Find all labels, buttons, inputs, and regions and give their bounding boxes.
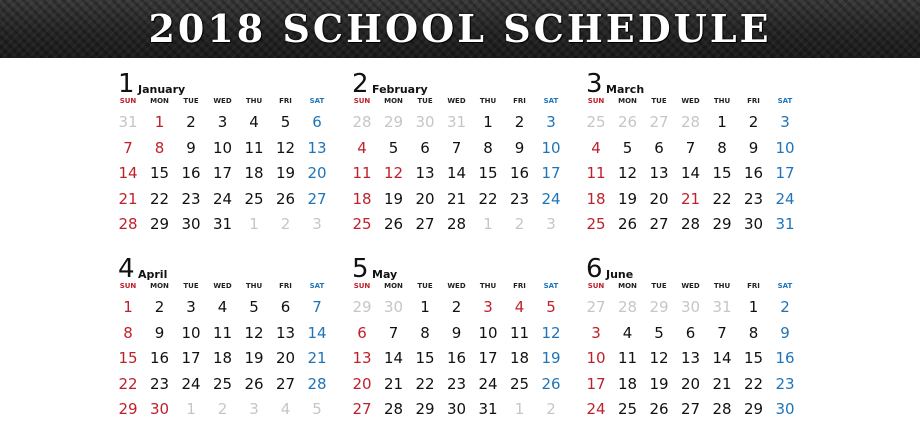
day-cell: 18 [586,189,606,208]
month-name: April [138,268,168,281]
day-cell: 14 [680,164,701,182]
weekday-label: TUE [183,282,199,290]
day-cell: 2 [514,113,525,131]
day-cell: 2 [217,400,228,418]
day-cell: 10 [775,138,795,157]
day-cell: 20 [352,374,372,393]
day-cell: 9 [514,138,525,157]
month-name: February [372,83,428,96]
weekday-header [586,97,804,109]
day-cell: 11 [586,164,606,182]
day-cell: 13 [307,138,327,157]
day-cell: 28 [617,298,638,316]
day-cell: 27 [352,400,372,418]
day-cell: 24 [775,189,795,208]
day-cell: 2 [780,298,790,316]
day-cell: 17 [586,374,606,393]
day-cell: 2 [748,113,759,131]
weekday-label: WED [213,97,232,105]
day-cell: 25 [212,374,233,393]
day-cell: 1 [420,298,430,316]
day-cell: 6 [312,113,322,131]
weekday-label: FRI [747,282,760,290]
page-title: 2018 SCHOOL SCHEDULE [148,6,772,51]
day-cell: 9 [780,323,790,342]
day-cell: 30 [743,215,764,233]
weekday-label: THU [479,97,497,105]
day-cell: 14 [712,349,732,367]
day-cell: 23 [743,189,764,208]
weekday-label: SAT [543,282,559,290]
day-cell: 29 [649,298,669,316]
day-cell: 22 [118,374,138,393]
day-cell: 28 [352,113,372,131]
month-june [586,254,804,428]
day-cell: 5 [312,400,322,418]
day-cell: 23 [775,374,795,393]
day-cell: 2 [514,215,525,233]
day-cell: 21 [680,189,701,208]
weekday-label: SUN [353,282,371,290]
day-cell: 15 [478,164,498,182]
day-cell: 31 [212,215,233,233]
day-cell: 25 [586,215,606,233]
day-cell: 16 [446,349,467,367]
day-cell: 18 [617,374,638,393]
day-cell: 4 [514,298,525,316]
month-number: 2 [352,69,369,99]
weekday-label: WED [447,97,466,105]
day-cell: 14 [118,164,138,182]
day-cell: 27 [275,374,296,393]
day-cell: 15 [712,164,732,182]
day-cell: 2 [186,113,196,131]
day-cell: 22 [743,374,764,393]
day-cell: 11 [244,138,264,157]
weekday-header [118,282,336,294]
day-cell: 29 [118,400,138,418]
day-cell: 20 [415,189,435,208]
weekday-label: SAT [777,97,793,105]
day-cell: 8 [717,138,727,157]
weekday-label: SUN [587,97,605,105]
day-cell: 5 [622,138,633,157]
day-cell: 12 [541,323,561,342]
day-cell: 6 [280,298,291,316]
day-cell: 15 [149,164,170,182]
day-cell: 18 [352,189,372,208]
month-name: May [372,268,398,281]
day-cell: 15 [415,349,435,367]
weekday-label: WED [213,282,232,290]
day-cell: 29 [383,113,404,131]
weekday-label: SAT [543,97,559,105]
day-cell: 5 [280,113,291,131]
day-cell: 10 [478,323,498,342]
day-cell: 31 [775,215,795,233]
month-number: 1 [118,69,135,99]
weekday-label: TUE [183,97,199,105]
day-cell: 21 [383,374,404,393]
day-cell: 6 [357,323,367,342]
day-cell: 11 [352,164,372,182]
day-cell: 1 [748,298,759,316]
day-cell: 3 [483,298,493,316]
day-cell: 22 [149,189,170,208]
day-cell: 4 [217,298,228,316]
month-name: March [606,83,645,96]
day-cell: 2 [546,400,556,418]
month-number: 4 [118,254,135,284]
day-cell: 7 [451,138,462,157]
day-cell: 11 [212,323,233,342]
month-number: 6 [586,254,603,284]
day-cell: 10 [586,349,606,367]
day-cell: 16 [181,164,201,182]
day-cell: 22 [478,189,498,208]
weekday-label: THU [479,282,497,290]
day-cell: 27 [649,215,669,233]
day-cell: 4 [249,113,259,131]
weekday-label: SAT [309,97,325,105]
day-cell: 28 [383,400,404,418]
day-cell: 26 [541,374,561,393]
weekday-label: WED [681,97,700,105]
day-cell: 12 [383,164,404,182]
day-cell: 23 [181,189,201,208]
day-cell: 2 [154,298,165,316]
day-cell: 9 [186,138,196,157]
month-name: June [606,268,634,281]
weekday-label: MON [384,282,403,290]
day-cell: 1 [186,400,196,418]
day-cell: 17 [775,164,795,182]
day-cell: 3 [546,215,556,233]
day-cell: 26 [617,113,638,131]
day-grid [586,109,804,239]
weekday-header [586,282,804,294]
day-cell: 17 [478,349,498,367]
day-cell: 12 [244,323,264,342]
day-cell: 23 [446,374,467,393]
day-cell: 31 [446,113,467,131]
day-cell: 30 [775,400,795,418]
day-grid [586,294,804,424]
day-cell: 27 [649,113,669,131]
weekday-label: MON [618,282,637,290]
day-cell: 11 [509,323,530,342]
weekday-label: THU [245,282,263,290]
day-cell: 7 [685,138,696,157]
day-cell: 28 [446,215,467,233]
month-april [118,254,336,428]
month-january [118,69,336,243]
day-cell: 30 [680,298,701,316]
day-cell: 18 [244,164,264,182]
day-cell: 22 [415,374,435,393]
day-cell: 17 [212,164,233,182]
day-cell: 19 [383,189,404,208]
month-name: January [138,83,186,96]
day-cell: 11 [617,349,638,367]
day-cell: 29 [415,400,435,418]
day-cell: 30 [415,113,435,131]
weekday-label: SUN [353,97,371,105]
month-march [586,69,804,243]
day-cell: 3 [249,400,259,418]
day-cell: 4 [622,323,633,342]
day-cell: 3 [546,113,556,131]
weekday-label: SUN [119,97,137,105]
day-cell: 25 [586,113,606,131]
weekday-label: WED [681,282,700,290]
day-cell: 8 [154,138,165,157]
day-cell: 24 [212,189,233,208]
weekday-header [118,97,336,109]
day-cell: 29 [149,215,170,233]
day-cell: 8 [420,323,430,342]
day-cell: 21 [446,189,467,208]
day-cell: 26 [244,374,264,393]
day-grid [118,294,336,424]
day-cell: 19 [275,164,296,182]
day-cell: 3 [591,323,601,342]
day-cell: 14 [307,323,327,342]
day-cell: 16 [743,164,764,182]
weekday-label: FRI [279,97,292,105]
day-cell: 2 [280,215,291,233]
weekday-label: WED [447,282,466,290]
day-cell: 20 [275,349,296,367]
day-cell: 26 [383,215,404,233]
day-cell: 4 [591,138,601,157]
day-cell: 28 [118,215,138,233]
weekday-label: SUN [587,282,605,290]
day-cell: 10 [541,138,561,157]
day-cell: 5 [388,138,399,157]
day-cell: 7 [717,323,727,342]
weekday-label: FRI [513,97,526,105]
day-cell: 16 [509,164,530,182]
weekday-label: MON [150,97,169,105]
day-cell: 29 [712,215,732,233]
day-cell: 30 [383,298,404,316]
day-cell: 24 [478,374,498,393]
day-cell: 7 [388,323,399,342]
weekday-label: FRI [279,282,292,290]
day-cell: 26 [275,189,296,208]
weekday-header [352,97,570,109]
day-cell: 15 [743,349,764,367]
day-cell: 31 [118,113,138,131]
day-cell: 25 [617,400,638,418]
day-cell: 8 [748,323,759,342]
day-cell: 13 [649,164,669,182]
day-cell: 4 [280,400,291,418]
day-cell: 28 [307,374,327,393]
day-grid [118,109,336,239]
day-cell: 16 [775,349,795,367]
day-cell: 6 [654,138,664,157]
day-cell: 1 [123,298,133,316]
day-cell: 17 [541,164,561,182]
month-number: 5 [352,254,369,284]
weekday-label: FRI [747,97,760,105]
day-cell: 13 [415,164,435,182]
weekday-label: MON [150,282,169,290]
day-cell: 1 [483,113,493,131]
day-cell: 24 [541,189,561,208]
day-cell: 20 [680,374,701,393]
day-cell: 8 [483,138,493,157]
day-cell: 3 [312,215,322,233]
day-cell: 1 [717,113,727,131]
day-cell: 27 [307,189,327,208]
day-cell: 13 [680,349,701,367]
day-cell: 29 [743,400,764,418]
day-cell: 12 [649,349,669,367]
day-cell: 19 [617,189,638,208]
day-cell: 8 [123,323,133,342]
day-grid [352,109,570,239]
day-cell: 23 [509,189,530,208]
day-cell: 14 [446,164,467,182]
day-cell: 27 [586,298,606,316]
day-cell: 31 [712,298,732,316]
day-cell: 7 [312,298,322,316]
weekday-label: THU [713,282,731,290]
month-may [352,254,570,428]
day-cell: 29 [352,298,372,316]
day-cell: 4 [357,138,367,157]
day-cell: 10 [212,138,233,157]
day-cell: 30 [149,400,170,418]
weekday-header [352,282,570,294]
day-cell: 27 [680,400,701,418]
day-cell: 27 [415,215,435,233]
weekday-label: TUE [651,97,667,105]
day-cell: 12 [617,164,638,182]
day-cell: 1 [249,215,259,233]
day-cell: 9 [154,323,165,342]
weekday-label: MON [384,97,403,105]
day-cell: 1 [514,400,525,418]
weekday-label: TUE [417,282,433,290]
day-cell: 14 [383,349,404,367]
day-cell: 28 [680,215,701,233]
weekday-label: MON [618,97,637,105]
day-cell: 2 [451,298,462,316]
day-cell: 31 [478,400,498,418]
day-cell: 21 [307,349,327,367]
day-cell: 21 [712,374,732,393]
day-cell: 25 [509,374,530,393]
day-cell: 12 [275,138,296,157]
day-cell: 5 [654,323,664,342]
day-cell: 13 [275,323,296,342]
day-cell: 22 [712,189,732,208]
day-cell: 24 [586,400,606,418]
weekday-label: SUN [119,282,137,290]
day-cell: 5 [249,298,259,316]
month-number: 3 [586,69,603,99]
day-cell: 28 [680,113,701,131]
day-cell: 18 [212,349,233,367]
day-cell: 30 [181,215,201,233]
weekday-label: TUE [417,97,433,105]
day-cell: 9 [748,138,759,157]
day-grid [352,294,570,424]
day-cell: 10 [181,323,201,342]
weekday-label: THU [713,97,731,105]
month-february [352,69,570,243]
weekday-label: THU [245,97,263,105]
day-cell: 26 [617,215,638,233]
day-cell: 1 [483,215,493,233]
day-cell: 6 [420,138,430,157]
weekday-label: FRI [513,282,526,290]
day-cell: 9 [451,323,462,342]
day-cell: 13 [352,349,372,367]
day-cell: 16 [149,349,170,367]
day-cell: 28 [712,400,732,418]
title-banner [0,0,920,58]
day-cell: 20 [307,164,327,182]
day-cell: 21 [118,189,138,208]
day-cell: 25 [352,215,372,233]
day-cell: 20 [649,189,669,208]
day-cell: 17 [181,349,201,367]
day-cell: 15 [118,349,138,367]
weekday-label: SAT [309,282,325,290]
day-cell: 30 [446,400,467,418]
day-cell: 19 [649,374,669,393]
day-cell: 7 [123,138,133,157]
weekday-label: SAT [777,282,793,290]
day-cell: 19 [244,349,264,367]
day-cell: 26 [649,400,669,418]
day-cell: 25 [244,189,264,208]
day-cell: 19 [541,349,561,367]
day-cell: 5 [546,298,556,316]
day-cell: 1 [154,113,165,131]
weekday-label: TUE [651,282,667,290]
day-cell: 3 [217,113,228,131]
day-cell: 6 [685,323,696,342]
day-cell: 3 [780,113,790,131]
day-cell: 3 [186,298,196,316]
day-cell: 18 [509,349,530,367]
day-cell: 23 [149,374,170,393]
day-cell: 24 [181,374,201,393]
